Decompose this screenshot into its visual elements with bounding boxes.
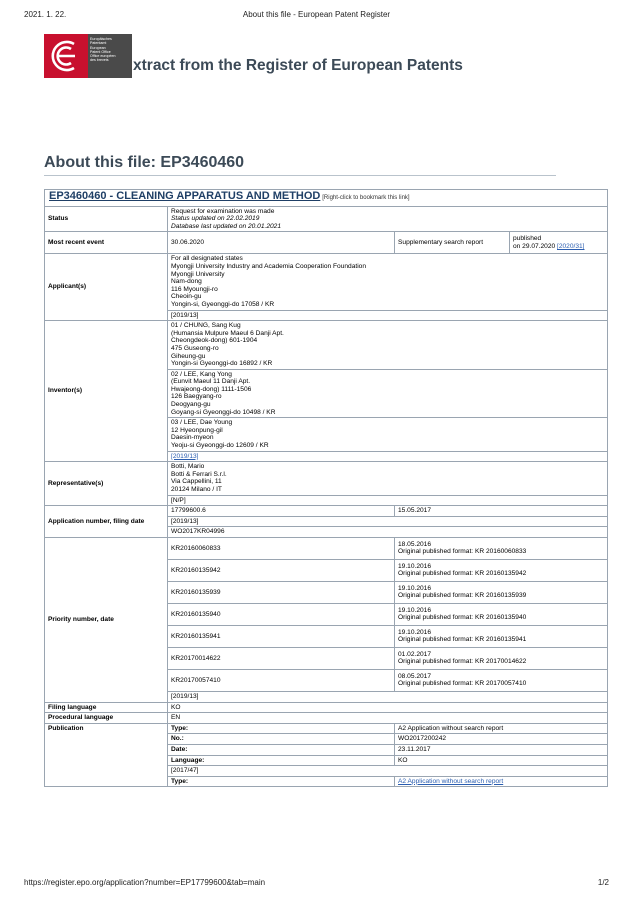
page-number: 1/2 (597, 878, 609, 887)
application-ref: [2019/13] (168, 516, 608, 527)
logo-line: Patentamt (90, 41, 107, 46)
publication-type2-label: Type: (168, 776, 395, 787)
priority-original: Original published format: KR 20160060833 (398, 548, 527, 556)
print-title: About this file - European Patent Register (242, 10, 391, 19)
publication-label: Publication (45, 723, 168, 787)
representative-value (168, 462, 608, 495)
priority-date-text: 19.10.2016 (398, 562, 432, 570)
inventor-ref-link[interactable]: [2019/13] (171, 452, 199, 460)
register-title: xtract from the Register of European Patents (133, 57, 463, 74)
priority-date (395, 625, 608, 647)
applicant-line: Cheoin-gu (171, 293, 202, 301)
priority-number: KR20170014622 (168, 647, 395, 669)
representative-line: Botti & Ferrari S.r.l. (171, 470, 227, 478)
representative-line: Botti, Mario (171, 463, 205, 471)
application-number: 17799600.6 (168, 506, 395, 517)
table-caption (45, 190, 608, 207)
print-date: 2021. 1. 22. (24, 10, 67, 19)
epo-logo-mark-icon (44, 34, 88, 78)
inventor-line: Deogyang-gu (171, 401, 211, 409)
priority-date (395, 669, 608, 691)
applicant-line: Yongin-si, Gyeonggi-do 17058 / KR (171, 300, 275, 308)
publication-type2 (395, 776, 608, 787)
publication-ref: [2017/47] (168, 766, 608, 777)
representative-line: 20124 Milano / IT (171, 486, 222, 493)
database-updated: Database last updated on 20.01.2021 (171, 222, 281, 230)
publication-date-label: Date: (168, 744, 395, 755)
register-table (44, 189, 608, 787)
inventor-line: Giheung-gu (171, 352, 206, 360)
logo-line: des brevets (90, 58, 109, 63)
application-date: 15.05.2017 (395, 506, 608, 517)
inventor-line: 475 Guseong-ro (171, 344, 219, 352)
priority-number: KR20170057410 (168, 669, 395, 691)
bookmark-note: [Right-click to bookmark this link] (322, 195, 410, 201)
publication-no-label: No.: (168, 734, 395, 745)
inventor-block (168, 321, 608, 370)
logo-line: Office européen (90, 54, 116, 59)
procedural-language-value: EN (168, 713, 608, 724)
published-date: on 29.07.2020 (513, 242, 556, 250)
patent-title-link[interactable]: EP3460460 - CLEANING APPARATUS AND METHOD (49, 190, 321, 202)
publication-language: KO (395, 755, 608, 766)
priority-date-text: 08.05.2017 (398, 672, 432, 680)
recent-event-date: 30.06.2020 (168, 232, 395, 254)
priority-date (395, 537, 608, 559)
inventor-line: (Eunvit Maeul 11 Danji Apt. (171, 378, 251, 386)
priority-number: KR20160135940 (168, 603, 395, 625)
procedural-language-label: Procedural language (45, 713, 168, 724)
status-value (168, 206, 608, 232)
application-label: Application number, filing date (45, 506, 168, 538)
priority-original: Original published format: KR 20160135939 (398, 592, 527, 600)
epo-logo-text (88, 34, 132, 78)
priority-date (395, 603, 608, 625)
inventor-line: (Humansia Mulpure Maeul 6 Danji Apt. (171, 329, 284, 337)
representative-ref: [N/P] (168, 495, 608, 506)
priority-date-text: 19.10.2016 (398, 584, 432, 592)
print-footer (0, 878, 633, 890)
inventor-block (168, 418, 608, 451)
priority-date-text: 19.10.2016 (398, 606, 432, 614)
logo-line: Patent Office (90, 49, 111, 54)
bulletin-ref-link[interactable]: [2020/31] (557, 242, 585, 250)
publication-no: WO2017200242 (395, 734, 608, 745)
filing-language-label: Filing language (45, 702, 168, 713)
logo-line: Europäisches (90, 37, 112, 41)
applicant-line: For all designated states (171, 255, 243, 263)
applicant-label: Applicant(s) (45, 254, 168, 321)
inventor-ref (168, 451, 608, 462)
inventor-line: Cheongdeok-dong) 601-1904 (171, 337, 258, 345)
inventor-line: Hwajeong-dong) 1111-1506 (171, 385, 252, 393)
priority-number: KR20160135942 (168, 559, 395, 581)
priority-date (395, 581, 608, 603)
filing-language-value: KO (168, 702, 608, 713)
priority-date (395, 559, 608, 581)
representative-label: Representative(s) (45, 462, 168, 506)
published-label: published (513, 235, 542, 243)
applicant-line: Myongji University Industry and Academia Cooperation Foundation (171, 262, 366, 270)
status-updated: Status updated on 22.02.2019 (171, 215, 260, 223)
applicant-ref: [2019/13] (168, 310, 608, 321)
publication-date: 23.11.2017 (395, 744, 608, 755)
inventor-line: 12 Hyeonpung-gil (171, 426, 223, 434)
publication-type-label: Type: (168, 723, 395, 734)
status-text: Request for examination was made (171, 207, 275, 215)
epo-logo[interactable] (44, 34, 132, 78)
publication-type: A2 Application without search report (395, 723, 608, 734)
inventor-line: 03 / LEE, Dae Young (171, 419, 233, 427)
priority-number: KR20160135941 (168, 625, 395, 647)
publication-language-label: Language: (168, 755, 395, 766)
priority-ref: [2019/13] (168, 691, 608, 702)
priority-original: Original published format: KR 20160135942 (398, 570, 527, 578)
inventor-label: Inventor(s) (45, 321, 168, 462)
status-label: Status (45, 206, 168, 232)
recent-event-type: Supplementary search report (395, 232, 510, 254)
print-url: https://register.epo.org/application?number=EP17799600&tab=main (24, 878, 266, 887)
priority-original: Original published format: KR 20170014622 (398, 658, 527, 666)
priority-label: Priority number, date (45, 537, 168, 702)
inventor-line: Goyang-si Gyeonggi-do 10498 / KR (171, 408, 276, 416)
priority-original: Original published format: KR 20160135941 (398, 636, 527, 644)
priority-date-text: 18.05.2016 (398, 540, 432, 548)
inventor-line: Daesin-myeon (171, 434, 214, 442)
priority-original: Original published format: KR 20160135940 (398, 614, 527, 622)
priority-date-text: 19.10.2016 (398, 628, 432, 636)
applicant-line: Nam-dong (171, 278, 202, 286)
inventor-line: 02 / LEE, Kang Yong (171, 370, 232, 378)
print-header (0, 10, 633, 24)
recent-event-label: Most recent event (45, 232, 168, 254)
applicant-value (168, 254, 608, 310)
applicant-line: 116 Myoungji-ro (171, 285, 218, 293)
priority-number: KR20160135939 (168, 581, 395, 603)
priority-date-text: 01.02.2017 (398, 650, 432, 658)
publication-type2-link[interactable]: A2 Application without search report (398, 777, 504, 785)
recent-event-published (510, 232, 608, 254)
inventor-line: Yongin-si Gyeonggi-do 16892 / KR (171, 360, 273, 368)
application-wo: WO2017KR04996 (168, 527, 608, 538)
inventor-line: Yeoju-si Gyeonggi-do 12609 / KR (171, 442, 269, 450)
applicant-line: Myongji University (171, 270, 225, 278)
logo-line: European (90, 45, 106, 50)
priority-date (395, 647, 608, 669)
inventor-line: 01 / CHUNG, Sang Kug (171, 322, 241, 330)
inventor-block (168, 369, 608, 418)
page-title: About this file: EP3460460 (44, 154, 556, 176)
priority-original: Original published format: KR 20170057410 (398, 680, 527, 688)
inventor-line: 126 Baegyang-ro (171, 393, 222, 401)
representative-line: Via Cappellini, 11 (171, 478, 222, 486)
priority-number: KR20160060833 (168, 537, 395, 559)
